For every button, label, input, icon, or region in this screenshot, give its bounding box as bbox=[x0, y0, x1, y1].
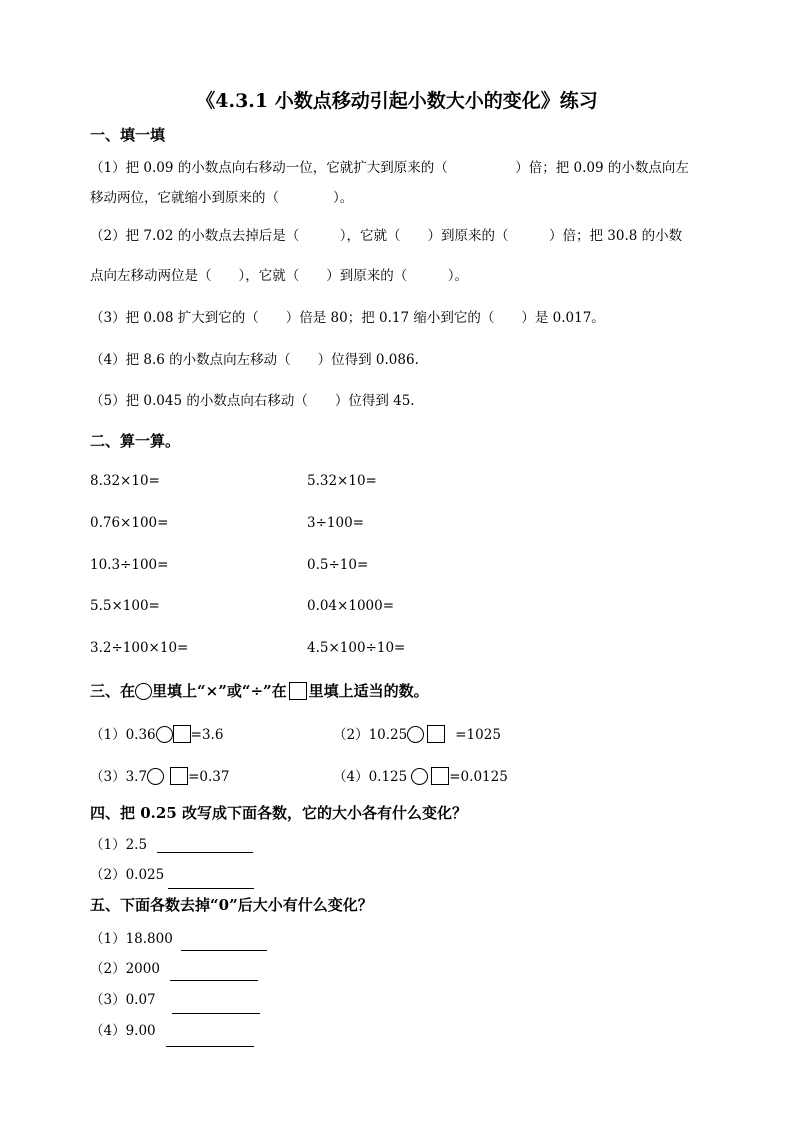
operator-question-3 bbox=[90, 765, 229, 785]
section-4-heading: 四、把 0.25 改写成下面各数，它的大小各有什么变化？ bbox=[90, 804, 467, 822]
calc-right-1: 5.32×10= bbox=[307, 473, 377, 489]
answer-line[interactable] bbox=[166, 1032, 254, 1047]
operator-question-1-result: =3.6 bbox=[190, 727, 224, 743]
operator-question-2-text: （2）10.25 bbox=[333, 727, 408, 743]
operator-circle-blank[interactable] bbox=[407, 726, 424, 743]
answer-line[interactable] bbox=[181, 936, 267, 951]
square-symbol-icon bbox=[289, 682, 307, 700]
calc-left-2: 0.76×100= bbox=[90, 515, 169, 531]
calc-left-4: 5.5×100= bbox=[90, 598, 160, 614]
number-square-blank[interactable] bbox=[427, 725, 445, 743]
rewrite-item-1 bbox=[90, 833, 253, 853]
operator-question-1 bbox=[90, 723, 223, 743]
remove-zero-item-3-label: （3）0.07 bbox=[90, 992, 156, 1008]
number-square-blank[interactable] bbox=[173, 725, 191, 743]
calc-left-5: 3.2÷100×10= bbox=[90, 640, 189, 656]
operator-question-4-text: （4）0.125 bbox=[333, 769, 408, 785]
operator-question-2 bbox=[333, 723, 501, 743]
answer-line[interactable] bbox=[168, 874, 254, 889]
section-1-heading: 一、填一填 bbox=[90, 126, 166, 144]
fill-question-4: （4）把 8.6 的小数点向左移动（ ）位得到 0.086. bbox=[90, 352, 419, 368]
fill-question-5: （5）把 0.045 的小数点向右移动（ ）位得到 45. bbox=[90, 393, 415, 409]
section-3-heading bbox=[90, 680, 429, 701]
fill-question-1-line-1: （1）把 0.09 的小数点向右移动一位，它就扩大到原来的（ ）倍；把 0.09 的小数点向左 bbox=[90, 160, 689, 176]
operator-question-1-text: （1）0.36 bbox=[90, 727, 156, 743]
number-square-blank[interactable] bbox=[170, 767, 188, 785]
operator-question-3-result: =0.37 bbox=[188, 769, 230, 785]
calc-right-2: 3÷100= bbox=[307, 515, 364, 531]
calc-left-3: 10.3÷100= bbox=[90, 557, 169, 573]
circle-symbol-icon bbox=[135, 683, 152, 700]
remove-zero-item-4-label: （4）9.00 bbox=[90, 1023, 156, 1039]
remove-zero-item-1 bbox=[90, 927, 267, 951]
remove-zero-item-3 bbox=[90, 988, 260, 1014]
fill-question-3: （3）把 0.08 扩大到它的（ ）倍是 80；把 0.17 缩小到它的（ ）是 0.017。 bbox=[90, 310, 605, 326]
rewrite-item-1-label: （1）2.5 bbox=[90, 837, 148, 853]
section-3-heading-part-1: 三、在 bbox=[90, 682, 136, 700]
remove-zero-item-1-label: （1）18.800 bbox=[90, 931, 173, 947]
answer-line[interactable] bbox=[157, 838, 253, 853]
operator-question-3-text: （3）3.7 bbox=[90, 769, 148, 785]
page-title: 《4.3.1 小数点移动引起小数大小的变化》练习 bbox=[196, 90, 598, 112]
remove-zero-item-2 bbox=[90, 957, 258, 981]
remove-zero-item-2-label: （2）2000 bbox=[90, 961, 160, 977]
operator-circle-blank[interactable] bbox=[156, 726, 173, 743]
rewrite-item-2 bbox=[90, 863, 254, 889]
calc-right-4: 0.04×1000= bbox=[307, 598, 395, 614]
section-5-heading: 五、下面各数去掉“0”后大小有什么变化？ bbox=[90, 896, 373, 914]
operator-question-2-result: =1025 bbox=[455, 727, 501, 743]
fill-question-2-line-2: 点向左移动两位是（ ），它就（ ）到原来的（ ）。 bbox=[90, 268, 468, 284]
answer-line[interactable] bbox=[172, 999, 260, 1014]
operator-question-4 bbox=[333, 765, 508, 785]
rewrite-item-2-label: （2）0.025 bbox=[90, 867, 165, 883]
calc-right-3: 0.5÷10= bbox=[307, 557, 369, 573]
number-square-blank[interactable] bbox=[431, 767, 449, 785]
fill-question-1-line-2: 移动两位，它就缩小到原来的（ ）。 bbox=[90, 190, 354, 206]
operator-circle-blank[interactable] bbox=[411, 768, 428, 785]
operator-question-4-result: =0.0125 bbox=[449, 769, 508, 785]
fill-question-2-line-1: （2）把 7.02 的小数点去掉后是（ ），它就（ ）到原来的（ ）倍；把 30.8 的小数 bbox=[90, 228, 683, 244]
calc-right-5: 4.5×100÷10= bbox=[307, 640, 406, 656]
calc-left-1: 8.32×10= bbox=[90, 473, 160, 489]
remove-zero-item-4 bbox=[90, 1019, 254, 1047]
operator-circle-blank[interactable] bbox=[147, 768, 164, 785]
section-2-heading: 二、算一算。 bbox=[90, 432, 181, 450]
answer-line[interactable] bbox=[170, 966, 258, 981]
section-3-heading-part-3: 里填上适当的数。 bbox=[308, 682, 429, 700]
section-3-heading-part-2: 里填上“×”或“÷”在 bbox=[152, 682, 287, 700]
